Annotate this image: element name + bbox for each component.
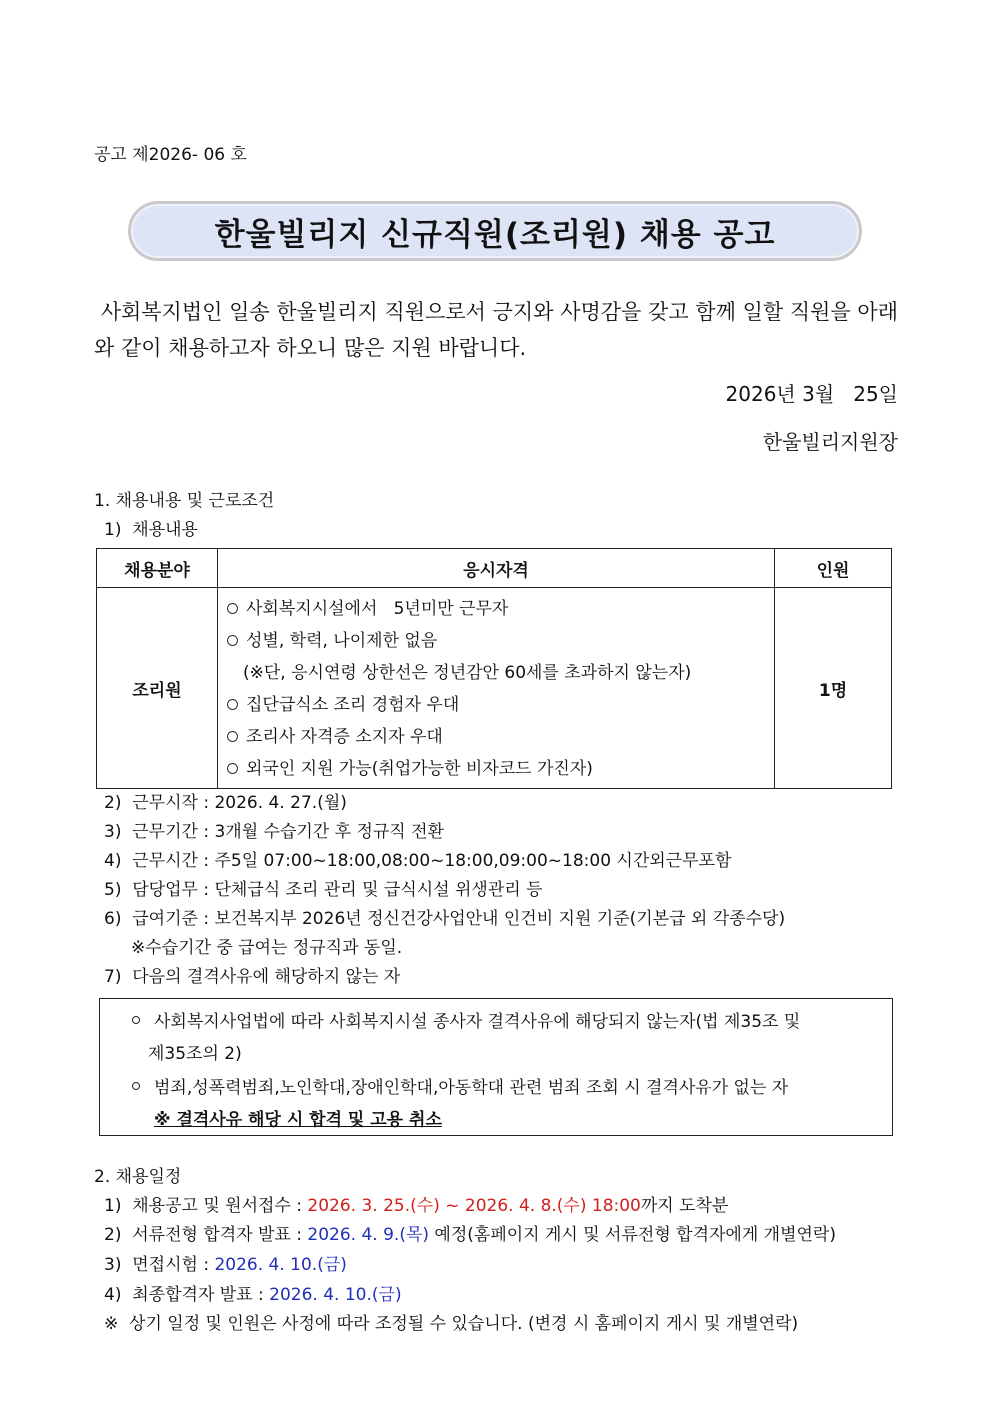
organization-name: 한울빌리지원장 [762, 430, 898, 454]
circle-bullet-icon [227, 763, 238, 774]
notice-date: 2026년 3월 25일 [725, 382, 898, 406]
schedule-interview: 3) 면접시험 : 2026. 4. 10.(금) [104, 1255, 347, 1275]
condition-period: 3) 근무기간 : 3개월 수습기간 후 정규직 전환 [104, 822, 444, 842]
list-item: 성별, 학력, 나이제한 없음 [227, 625, 773, 657]
table-header-row [97, 549, 892, 588]
qualifications-cell [218, 588, 775, 789]
disqualification-box [99, 998, 893, 1136]
bullet-icon [132, 1016, 140, 1024]
schedule-application: 1) 채용공고 및 원서접수 : 2026. 3. 25.(수) ~ 2026. 4. 8.(수) 18:00까지 도착분 [104, 1196, 729, 1216]
list-item: (※단, 응시연령 상한선은 정년감안 60세를 초과하지 않는자) [243, 663, 692, 683]
list-item: 외국인 지원 가능(취업가능한 비자코드 가진자) [227, 753, 773, 785]
circle-bullet-icon [227, 731, 238, 742]
condition-duty: 5) 담당업무 : 단체급식 조리 관리 및 급식시설 위생관리 등 [104, 880, 543, 900]
hire-count: 1명 [775, 588, 892, 789]
condition-disqualification: 7) 다음의 결격사유에 해당하지 않는 자 [104, 967, 401, 987]
schedule-document-result: 2) 서류전형 합격자 발표 : 2026. 4. 9.(목) 예정(홈페이지 게시 및 서류전형 합격자에게 개별연락) [104, 1225, 836, 1245]
disqualification-item-cont: 제35조의 2) [148, 1044, 242, 1064]
list-item: 집단급식소 조리 경험자 우대 [227, 689, 773, 721]
job-field: 조리원 [97, 588, 218, 789]
salary-note: ※수습기간 중 급여는 정규직과 동일. [131, 938, 403, 958]
interview-date: 2026. 4. 10.(금) [214, 1255, 347, 1275]
table-header: 채용분야 [97, 549, 218, 588]
intro-text: 사회복지법인 일송 한울빌리지 직원으로서 긍지와 사명감을 갖고 함께 일할 직원을 아래와 같이 채용하고자 하오니 많은 지원 바랍니다. [94, 300, 898, 360]
condition-hours: 4) 근무시간 : 주5일 07:00~18:00,08:00~18:00,09:00~18:00 시간외근무포함 [104, 851, 732, 871]
section1-heading: 1. 채용내용 및 근로조건 [94, 491, 275, 511]
title-banner [128, 201, 862, 261]
disqualification-item: 사회복지사업법에 따라 사회복지시설 종사자 결격사유에 해당되지 않는자(법 제35조 및 [132, 1007, 800, 1032]
application-period: 2026. 3. 25.(수) ~ 2026. 4. 8.(수) 18:00 [307, 1196, 641, 1216]
circle-bullet-icon [227, 603, 238, 614]
condition-salary: 6) 급여기준 : 보건복지부 2026년 정신건강사업안내 인건비 지원 기준(기본급 외 각종수당) [104, 909, 786, 929]
table-header: 응시자격 [218, 549, 775, 588]
condition-start: 2) 근무시작 : 2026. 4. 27.(월) [104, 793, 347, 813]
table-row [97, 588, 892, 789]
recruitment-table [96, 548, 892, 789]
disqualification-item: 범죄,성폭력범죄,노인학대,장애인학대,아동학대 관련 범죄 조회 시 결격사유가 없는 자 [132, 1073, 788, 1098]
schedule-final-result: 4) 최종합격자 발표 : 2026. 4. 10.(금) [104, 1285, 402, 1305]
table-header: 인원 [775, 549, 892, 588]
list-item: 사회복지시설에서 5년미만 근무자 [227, 593, 773, 625]
schedule-note: ※ 상기 일정 및 인원은 사정에 따라 조정될 수 있습니다. (변경 시 홈페이지 게시 및 개별연락) [104, 1314, 799, 1334]
circle-bullet-icon [227, 635, 238, 646]
list-item: 조리사 자격증 소지자 우대 [227, 721, 773, 753]
intro-paragraph [94, 294, 898, 366]
section1-sub1: 1) 채용내용 [104, 520, 198, 540]
final-result-date: 2026. 4. 10.(금) [269, 1285, 402, 1305]
bullet-icon [132, 1082, 140, 1090]
section2-heading: 2. 채용일정 [94, 1167, 182, 1187]
page-title: 한울빌리지 신규직원(조리원) 채용 공고 [214, 216, 776, 253]
document-result-date: 2026. 4. 9.(목) [307, 1225, 430, 1245]
circle-bullet-icon [227, 699, 238, 710]
disqualification-warning: ※ 결격사유 해당 시 합격 및 고용 취소 [154, 1110, 442, 1130]
notice-number: 공고 제2026- 06 호 [94, 145, 247, 165]
